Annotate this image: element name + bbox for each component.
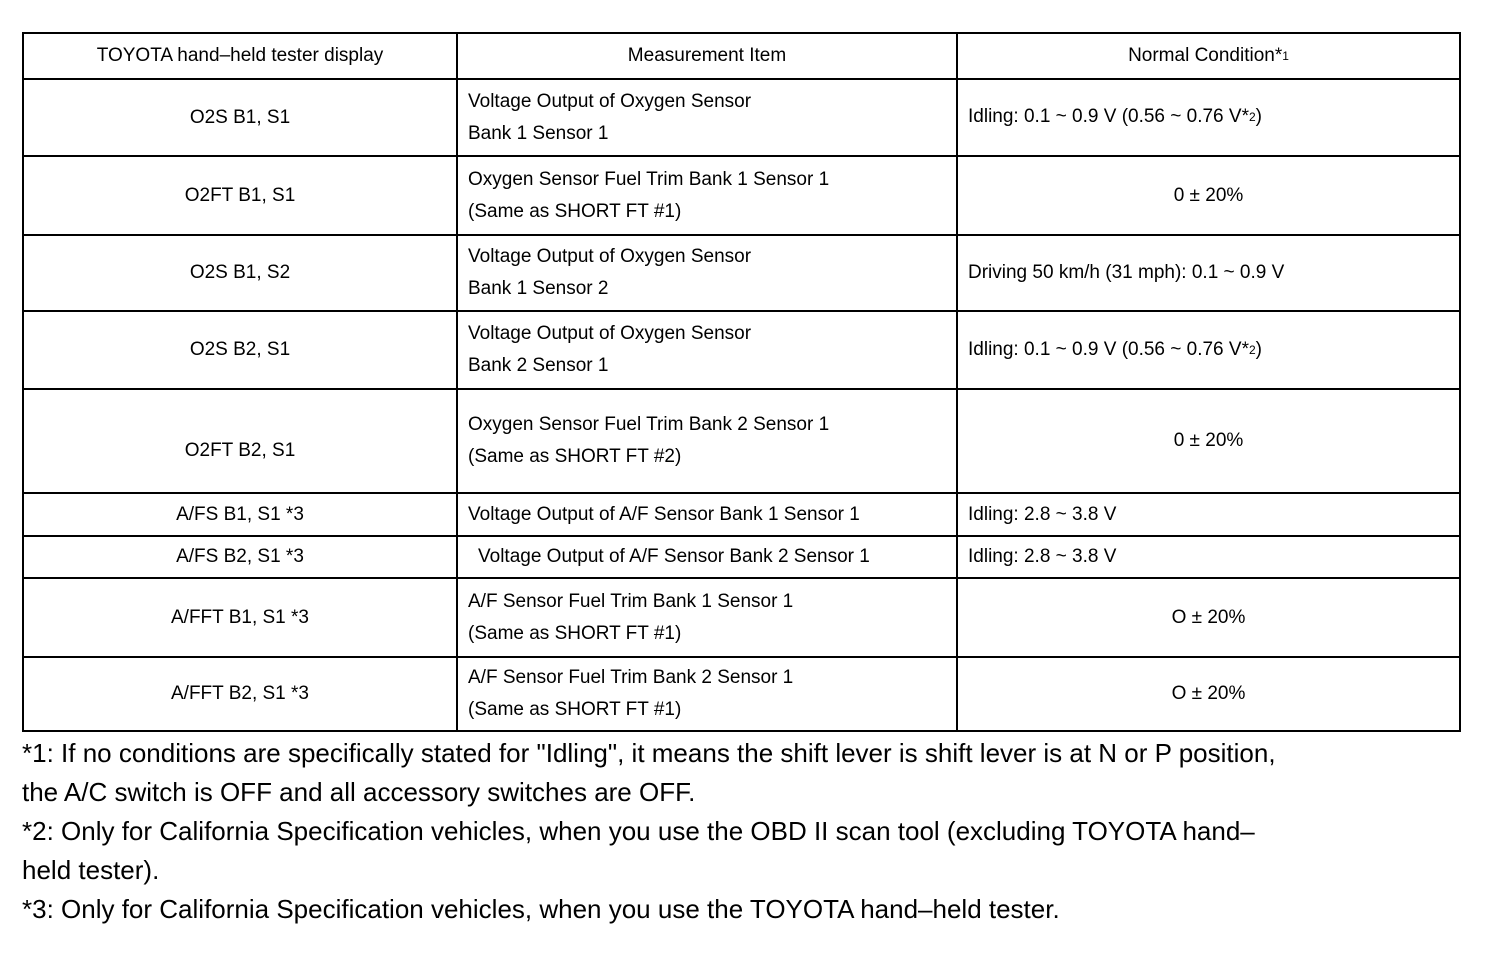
measurement-item-cell: Oxygen Sensor Fuel Trim Bank 1 Sensor 1 (Same as SHORT FT #1) <box>457 156 957 235</box>
measurement-item-cell: Voltage Output of A/F Sensor Bank 1 Sensor 1 <box>457 493 957 536</box>
table-row <box>23 79 1460 156</box>
header-normal-condition: Normal Condition*$^1$ <box>957 33 1460 79</box>
measurement-item-cell: Voltage Output of Oxygen Sensor Bank 1 Sensor 2 <box>457 235 957 311</box>
tester-display-cell: O2S B1, S1 <box>23 79 457 156</box>
normal-condition-cell: Idling: 2.8 ~ 3.8 V <box>957 536 1460 578</box>
sensor-data-table <box>22 32 1461 732</box>
table-header-row <box>23 33 1460 79</box>
table-row <box>23 493 1460 536</box>
footnote-marker: 2 <box>1248 110 1256 124</box>
tester-display-cell: A/FFT B2, S1 *3 <box>23 657 457 731</box>
measurement-item-cell: A/F Sensor Fuel Trim Bank 2 Sensor 1 (Same as SHORT FT #1) <box>457 657 957 731</box>
measurement-item-cell: Voltage Output of A/F Sensor Bank 2 Sensor 1 <box>457 536 957 578</box>
normal-condition-cell: O ± 20% <box>957 657 1460 731</box>
measurement-item-cell: A/F Sensor Fuel Trim Bank 1 Sensor 1 (Same as SHORT FT #1) <box>457 578 957 657</box>
header-tester-display: TOYOTA hand–held tester display <box>23 33 457 79</box>
tester-display-cell: O2S B2, S1 <box>23 311 457 389</box>
table-row <box>23 156 1460 235</box>
normal-condition-cell: Idling: 0.1 ~ 0.9 V (0.56 ~ 0.76 V*$^2$) <box>957 311 1460 389</box>
footnote-3: *3: Only for California Specification vehicles, when you use the TOYOTA hand–held tester. <box>22 894 1060 924</box>
table-row <box>23 311 1460 389</box>
tester-display-cell: A/FS B2, S1 *3 <box>23 536 457 578</box>
normal-condition-cell: 0 ± 20% <box>957 389 1460 493</box>
normal-condition-cell: 0 ± 20% <box>957 156 1460 235</box>
normal-condition-cell: Idling: 2.8 ~ 3.8 V <box>957 493 1460 536</box>
footnote-1-line-1: *1: If no conditions are specifically stated for "Idling", it means the shift lever is shift lever is at N or P position, <box>22 738 1276 768</box>
footnotes <box>22 734 1462 929</box>
tester-display-cell: A/FFT B1, S1 *3 <box>23 578 457 657</box>
table-row <box>23 578 1460 657</box>
footnote-marker: 1 <box>1282 48 1289 63</box>
normal-condition-cell: O ± 20% <box>957 578 1460 657</box>
table-row <box>23 235 1460 311</box>
table-row <box>23 657 1460 731</box>
tester-display-cell: O2FT B1, S1 <box>23 156 457 235</box>
normal-condition-cell: Driving 50 km/h (31 mph): 0.1 ~ 0.9 V <box>957 235 1460 311</box>
measurement-item-cell: Voltage Output of Oxygen Sensor Bank 1 Sensor 1 <box>457 79 957 156</box>
tester-display-cell: A/FS B1, S1 *3 <box>23 493 457 536</box>
footnote-1-line-2: the A/C switch is OFF and all accessory switches are OFF. <box>22 777 696 807</box>
footnote-2-line-2: held tester). <box>22 855 160 885</box>
footnote-marker: 2 <box>1248 342 1256 357</box>
tester-display-cell: O2FT B2, S1 <box>23 389 457 493</box>
table-row <box>23 536 1460 578</box>
measurement-item-cell: Oxygen Sensor Fuel Trim Bank 2 Sensor 1 (Same as SHORT FT #2) <box>457 389 957 493</box>
table-row <box>23 389 1460 493</box>
diagnostic-spec-sheet <box>22 32 1459 732</box>
tester-display-cell: O2S B1, S2 <box>23 235 457 311</box>
header-measurement-item: Measurement Item <box>457 33 957 79</box>
normal-condition-cell: Idling: 0.1 ~ 0.9 V (0.56 ~ 0.76 V*$^2$) <box>957 79 1460 156</box>
footnote-2-line-1: *2: Only for California Specification vehicles, when you use the OBD II scan tool (excluding TOYOTA hand– <box>22 816 1255 846</box>
measurement-item-cell: Voltage Output of Oxygen Sensor Bank 2 Sensor 1 <box>457 311 957 389</box>
